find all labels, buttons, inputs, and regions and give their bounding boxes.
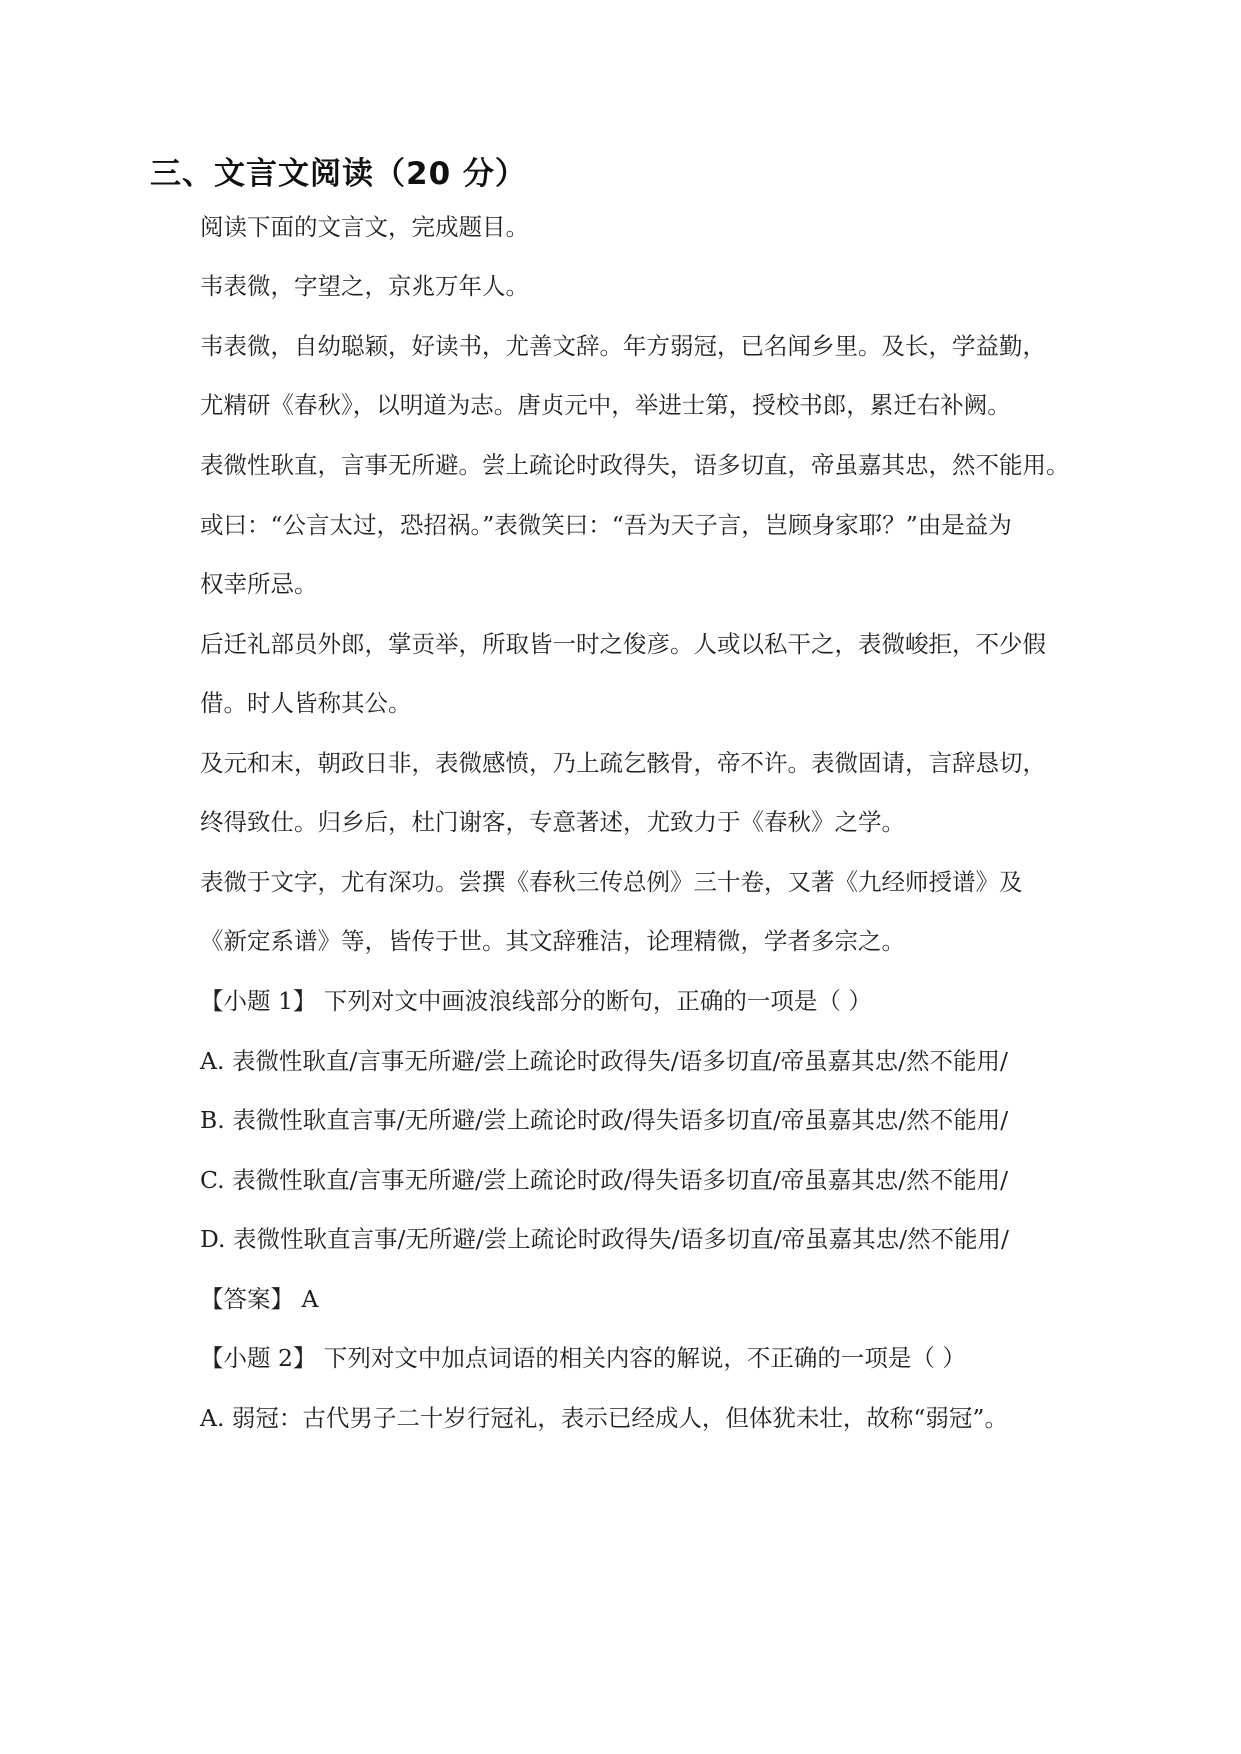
question1-option-d: D. 表微性耿直言事/无所避/尝上疏论时政得失/语多切直/帝虽嘉其忠/然不能用/ bbox=[200, 1225, 1009, 1253]
passage-line-5: 或曰：“公言太过，恐招祸。”表微笑曰：“吾为天子言，岂顾身家耶？”由是益为 bbox=[200, 511, 1012, 539]
passage-line-1: 韦表微，字望之，京兆万年人。 bbox=[200, 272, 529, 300]
question1-stem: 【小题 1】 下列对文中画波浪线部分的断句，正确的一项是（ ） bbox=[200, 987, 872, 1015]
passage-line-12: 《新定系谱》等，皆传于世。其文辞雅洁，论理精微，学者多宗之。 bbox=[200, 927, 905, 955]
passage-line-8: 借。时人皆称其公。 bbox=[200, 689, 412, 717]
passage-line-2: 韦表微，自幼聪颖，好读书，尤善文辞。年方弱冠，已名闻乡里。及长，学益勤， bbox=[200, 332, 1046, 360]
instruction-text: 阅读下面的文言文，完成题目。 bbox=[200, 213, 529, 241]
passage-line-10: 终得致仕。归乡后，杜门谢客，专意著述，尤致力于《春秋》之学。 bbox=[200, 808, 905, 836]
question2-stem: 【小题 2】 下列对文中加点词语的相关内容的解说，不正确的一项是（ ） bbox=[200, 1344, 966, 1372]
passage-line-9: 及元和末，朝政日非，表微感愤，乃上疏乞骸骨，帝不许。表微固请，言辞恳切， bbox=[200, 749, 1046, 777]
passage-line-3: 尤精研《春秋》，以明道为志。唐贞元中，举进士第，授校书郎，累迁右补阙。 bbox=[200, 391, 1011, 419]
passage-line-11: 表微于文字，尤有深功。尝撰《春秋三传总例》三十卷，又著《九经师授谱》及 bbox=[200, 868, 1023, 896]
question1-option-b: B. 表微性耿直言事/无所避/尝上疏论时政/得失语多切直/帝虽嘉其忠/然不能用/ bbox=[200, 1106, 1009, 1134]
question1-answer: 【答案】 A bbox=[200, 1285, 319, 1313]
passage-line-7: 后迁礼部员外郎，掌贡举，所取皆一时之俊彦。人或以私干之，表微峻拒，不少假 bbox=[200, 630, 1046, 658]
question2-option-a: A. 弱冠：古代男子二十岁行冠礼，表示已经成人，但体犹未壮，故称“弱冠”。 bbox=[200, 1404, 1008, 1432]
passage-line-6: 权幸所忌。 bbox=[200, 570, 318, 598]
question1-option-a: A. 表微性耿直/言事无所避/尝上疏论时政得失/语多切直/帝虽嘉其忠/然不能用/ bbox=[200, 1047, 1008, 1075]
passage-line-4: 表微性耿直，言事无所避。尝上疏论时政得失，语多切直，帝虽嘉其忠，然不能用。 bbox=[200, 451, 1070, 479]
question1-option-c: C. 表微性耿直/言事无所避/尝上疏论时政/得失语多切直/帝虽嘉其忠/然不能用/ bbox=[200, 1166, 1009, 1194]
section-title: 三、文言文阅读（20 分） bbox=[150, 156, 527, 192]
